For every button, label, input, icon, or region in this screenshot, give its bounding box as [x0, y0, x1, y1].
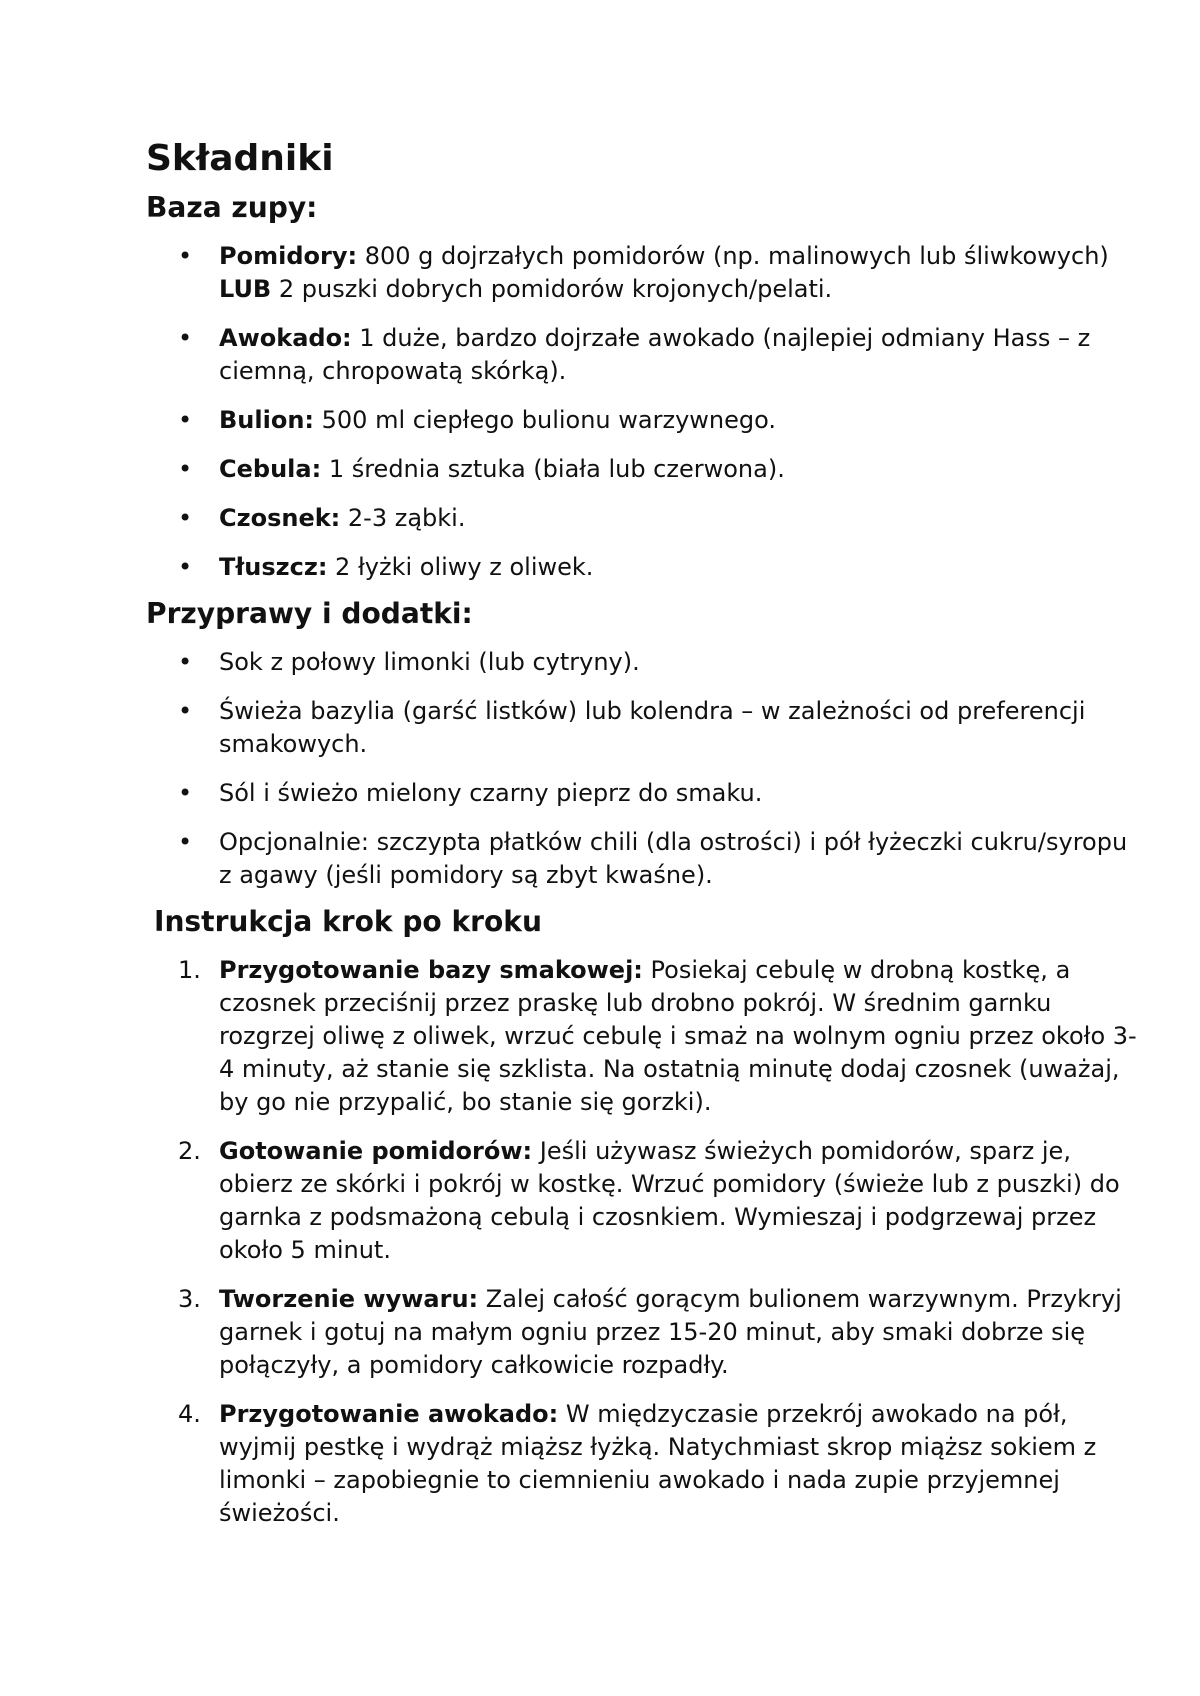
list-item: • Cebula: 1 średnia sztuka (biała lub czerwona).: [146, 453, 1146, 486]
list-item: • Opcjonalnie: szczypta płatków chili (dla ostrości) i pół łyżeczki cukru/syropu z agawy (jeśli pomidory są zbyt kwaśne).: [178, 828, 1128, 889]
bullet-icon: •: [178, 504, 193, 532]
ingredients-heading: Składniki: [146, 138, 334, 179]
bullet-icon: •: [178, 779, 193, 807]
list-item: • Świeża bazylia (garść listków) lub kolendra – w zależności od preferencji smakowych.: [178, 697, 1086, 758]
step-item: 3. Tworzenie wywaru: Zalej całość gorącym bulionem warzywnym. Przykryj garnek i gotuj na małym ogniu przez 15-20 minut, aby smaki dobrze się połączyły, a pomidory całkowicie rozpadły.: [178, 1285, 1122, 1379]
step-item: 2. Gotowanie pomidorów: Jeśli używasz świeżych pomidorów, sparz je, obierz ze skórki i pokrój w kostkę. Wrzuć pomidory (świeże lub z puszki) do garnka z podsmażoną cebulą i czosnkiem. Wymieszaj i podgrzewaj przez około 5 minut.: [178, 1137, 1120, 1264]
bullet-icon: •: [178, 648, 193, 676]
list-item: • Awokado: 1 duże, bardzo dojrzałe awokado (najlepiej odmiany Hass – z ciemną, chropowatą skórką).: [178, 324, 1091, 385]
list-item: • Czosnek: 2-3 ząbki.: [146, 502, 1146, 535]
step-item: 1. Przygotowanie bazy smakowej: Posiekaj cebulę w drobną kostkę, a czosnek przeciśnij przez praskę lub drobno pokrój. W średnim garnku rozgrzej oliwę z oliwek, wrzuć cebulę i smaż na wolnym ogniu przez około 3-4 minuty, aż stanie się szklista. Na ostatnią minutę dodaj czosnek (uważaj, by go nie przypalić, bo stanie się gorzki).: [178, 956, 1137, 1116]
list-item: • Tłuszcz: 2 łyżki oliwy z oliwek.: [146, 551, 1146, 584]
instructions-list: [146, 954, 1146, 1546]
list-item: • Sól i świeżo mielony czarny pieprz do smaku.: [146, 777, 1146, 810]
list-item: • Sok z połowy limonki (lub cytryny).: [146, 646, 1146, 679]
soup-base-heading: Baza zupy:: [146, 191, 318, 224]
list-item: • Pomidory: 800 g dojrzałych pomidorów (np. malinowych lub śliwkowych) LUB 2 puszki dobrych pomidorów krojonych/pelati.: [178, 242, 1109, 303]
soup-base-list: [146, 240, 1146, 600]
spices-list: [146, 646, 1146, 908]
list-item: • Bulion: 500 ml ciepłego bulionu warzywnego.: [146, 404, 1146, 437]
bullet-icon: •: [178, 553, 193, 581]
bullet-icon: •: [178, 828, 193, 856]
instructions-heading: Instrukcja krok po kroku: [154, 905, 542, 938]
spices-heading: Przyprawy i dodatki:: [146, 597, 473, 630]
bullet-icon: •: [178, 455, 193, 483]
bullet-icon: •: [178, 242, 193, 270]
bullet-icon: •: [178, 324, 193, 352]
bullet-icon: •: [178, 697, 193, 725]
bullet-icon: •: [178, 406, 193, 434]
step-item: 4. Przygotowanie awokado: W międzyczasie przekrój awokado na pół, wyjmij pestkę i wydrąż miąższ łyżką. Natychmiast skrop miąższ sokiem z limonki – zapobiegnie to ciemnieniu awokado i nada zupie przyjemnej świeżości.: [178, 1400, 1097, 1527]
